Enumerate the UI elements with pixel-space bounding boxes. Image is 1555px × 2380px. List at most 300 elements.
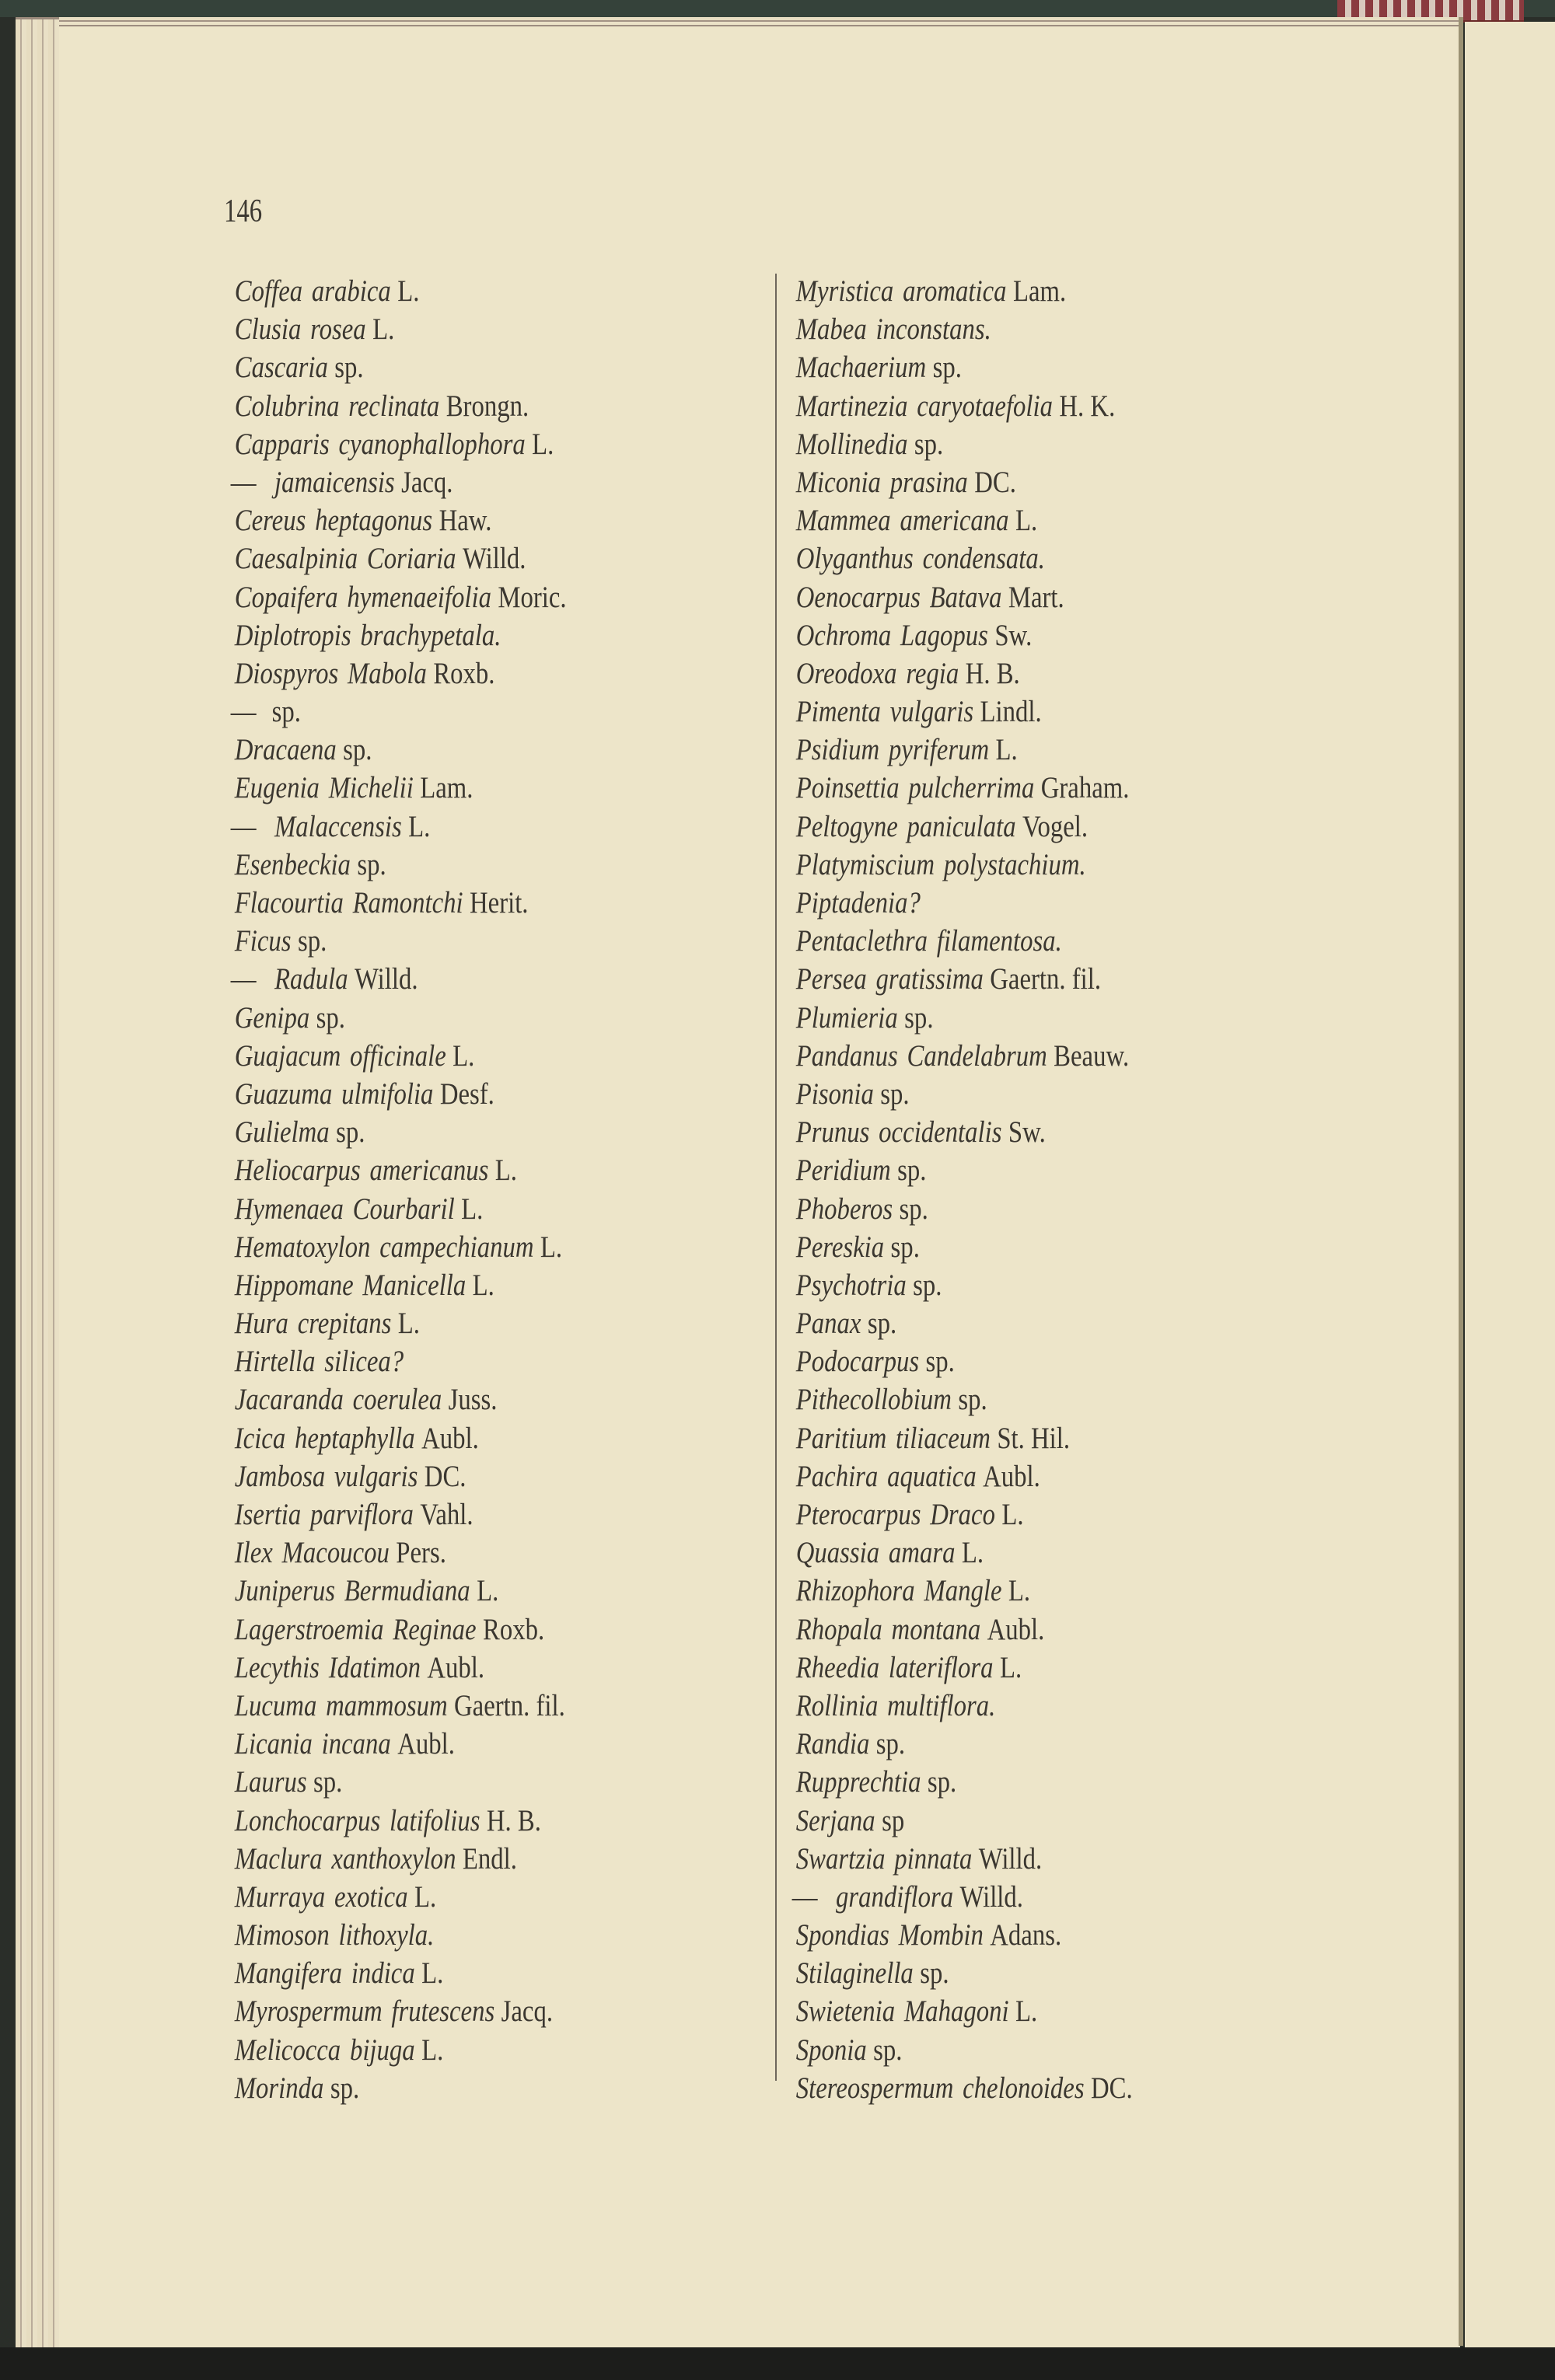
species-epithet: Courbaril	[352, 1192, 455, 1226]
species-entry	[787, 731, 1133, 769]
species-entry	[225, 1649, 567, 1687]
species-entry	[225, 501, 567, 539]
genus-name: Poinsettia	[795, 771, 900, 805]
species-entry	[787, 922, 1133, 960]
species-entry	[787, 1954, 1133, 1992]
genus-name: Rheedia	[795, 1650, 880, 1684]
species-epithet: inconstans.	[875, 312, 991, 347]
species-entry	[787, 846, 1133, 884]
genus-name: Myrospermum	[234, 1994, 383, 2029]
species-entry	[787, 463, 1133, 501]
genus-name: Serjana	[795, 1803, 875, 1837]
species-entry	[787, 1266, 1133, 1304]
author-citation: Desf.	[439, 1077, 494, 1111]
author-citation: sp.	[313, 1765, 343, 1799]
species-epithet: officinale	[350, 1038, 446, 1073]
genus-name: Rupprechtia	[795, 1765, 921, 1799]
genus-name: Murraya	[234, 1879, 326, 1914]
genus-name: Olyganthus	[795, 542, 914, 576]
species-epithet: xanthoxylon	[331, 1841, 456, 1876]
author-citation: L.	[995, 733, 1018, 767]
species-epithet: Lagopus	[900, 618, 988, 652]
species-entry	[225, 922, 567, 960]
species-epithet: indica	[351, 1956, 415, 1991]
author-citation: sp.	[958, 1383, 987, 1417]
book-bottom-background	[0, 2347, 1555, 2380]
author-citation: Lindl.	[980, 695, 1042, 729]
species-entry	[787, 960, 1133, 998]
species-entry	[787, 578, 1133, 616]
author-citation: Aubl.	[983, 1459, 1040, 1493]
species-epithet: pyriferum	[888, 733, 990, 767]
species-epithet: Candelabrum	[907, 1038, 1047, 1073]
species-epithet: heptaphylla	[295, 1421, 415, 1455]
species-epithet: heptagonus	[315, 504, 433, 538]
species-entry	[787, 1457, 1133, 1495]
author-citation: Willd.	[978, 1841, 1043, 1876]
species-epithet: incana	[321, 1727, 391, 1761]
species-epithet: Mangle	[924, 1574, 1002, 1608]
species-epithet: vulgaris	[889, 695, 974, 729]
species-epithet: Michelii	[328, 771, 414, 805]
author-citation: Vahl.	[420, 1498, 473, 1531]
species-epithet: regia	[906, 656, 959, 690]
species-epithet: pinnata	[894, 1841, 973, 1876]
author-citation: sp.	[920, 1956, 949, 1991]
species-entry	[225, 769, 567, 807]
species-entry	[787, 1878, 1133, 1916]
species-entry	[787, 1495, 1133, 1534]
genus-name: Colubrina	[234, 389, 340, 423]
page-number: 146	[224, 194, 263, 229]
author-citation: Mart.	[1008, 580, 1064, 614]
genus-name: Gulielma	[234, 1115, 330, 1150]
species-entry	[225, 425, 567, 463]
genus-name: Maclura	[234, 1841, 323, 1876]
species-entry	[225, 387, 567, 425]
species-epithet: Bermudiana	[344, 1574, 470, 1608]
species-entry	[225, 1037, 567, 1075]
species-epithet: lateriflora	[888, 1650, 994, 1684]
genus-name: Oenocarpus	[795, 580, 921, 614]
genus-name: Swietenia	[795, 1994, 896, 2029]
species-epithet: Idatimon	[328, 1650, 421, 1684]
species-epithet: Reginae	[393, 1612, 477, 1646]
species-epithet: aromatica	[903, 274, 1007, 308]
author-citation: L.	[999, 1650, 1022, 1684]
genus-name: Myristica	[795, 274, 894, 308]
species-entry	[225, 1419, 567, 1457]
author-citation: DC.	[1090, 2071, 1133, 2105]
genus-name: Lucuma	[234, 1688, 317, 1722]
author-citation: sp.	[899, 1192, 928, 1226]
author-citation: sp.	[334, 351, 364, 385]
dash-marker: —	[791, 1879, 818, 1914]
genus-name: Hura	[234, 1307, 288, 1341]
author-citation: L.	[461, 1192, 484, 1226]
author-citation: sp.	[875, 1727, 906, 1761]
species-epithet: vulgaris	[334, 1459, 418, 1493]
species-epithet: aquatica	[887, 1459, 977, 1493]
species-entry	[787, 2069, 1133, 2107]
species-entry	[225, 808, 567, 846]
dash-marker: —	[230, 695, 257, 729]
species-entry	[787, 1190, 1133, 1228]
species-entry	[225, 1151, 567, 1189]
column-divider	[775, 274, 777, 2081]
species-entry	[225, 1572, 567, 1610]
genus-name: Psidium	[795, 733, 880, 767]
author-citation: H. B.	[965, 656, 1020, 690]
genus-name: Oreodoxa	[795, 656, 897, 690]
genus-name: Diospyros	[234, 656, 339, 690]
genus-name: Hirtella	[234, 1345, 316, 1379]
author-citation: H. K.	[1059, 389, 1116, 423]
species-entry	[787, 2031, 1133, 2069]
genus-name: Miconia	[795, 465, 881, 499]
species-entry	[787, 310, 1133, 348]
genus-name: Machaerium	[795, 351, 927, 385]
author-citation: Aubl.	[987, 1612, 1045, 1646]
genus-name: Plumieria	[795, 1000, 898, 1035]
author-citation: Adans.	[990, 1918, 1062, 1953]
species-entry	[225, 1878, 567, 1916]
species-epithet: amara	[888, 1536, 956, 1570]
species-entry	[787, 1419, 1133, 1457]
species-entry	[787, 1840, 1133, 1878]
species-epithet: rosea	[310, 312, 366, 347]
author-citation: L.	[494, 1153, 517, 1188]
author-citation: sp.	[873, 2033, 903, 2067]
author-citation: Aubl.	[421, 1421, 479, 1455]
species-list-right	[787, 272, 1198, 2107]
species-entry	[225, 2031, 567, 2069]
genus-name: Cereus	[234, 504, 306, 538]
species-epithet: arabica	[311, 274, 391, 308]
species-epithet: Mahagoni	[903, 1994, 1009, 2029]
genus-name: Peltogyne	[795, 809, 898, 843]
genus-name: Pachira	[795, 1459, 879, 1493]
species-epithet: pulcherrima	[908, 771, 1035, 805]
author-citation: Graham.	[1040, 771, 1130, 805]
species-entry	[225, 846, 567, 884]
genus-name: Randia	[795, 1727, 870, 1761]
author-citation: sp.	[867, 1307, 897, 1341]
species-entry	[787, 654, 1133, 693]
genus-name: Morinda	[234, 2071, 324, 2105]
species-entry	[225, 616, 567, 654]
genus-name: Isertia	[234, 1498, 302, 1531]
author-citation: sp.	[890, 1230, 920, 1264]
author-citation: Sw.	[1008, 1115, 1046, 1150]
author-citation: Willd.	[959, 1879, 1023, 1914]
author-citation: Sw.	[994, 618, 1033, 652]
species-epithet: gratissima	[875, 962, 984, 996]
author-citation: L.	[961, 1536, 984, 1570]
author-citation: Moric.	[498, 580, 567, 614]
author-citation: sp.	[316, 1000, 345, 1035]
genus-name: Mollinedia	[795, 427, 908, 461]
species-epithet: Mombin	[898, 1918, 984, 1953]
genus-name: Pereskia	[795, 1230, 885, 1264]
species-epithet: polystachium.	[943, 847, 1086, 881]
genus-name: Jacaranda	[234, 1383, 344, 1417]
author-citation: sp.	[336, 1115, 365, 1150]
author-citation: H. B.	[486, 1803, 541, 1837]
species-entry	[225, 1687, 567, 1725]
author-citation: Endl.	[462, 1841, 517, 1876]
genus-name: Pisonia	[795, 1077, 874, 1111]
author-citation: sp.	[880, 1077, 910, 1111]
author-citation: Roxb.	[433, 656, 495, 690]
author-citation: St. Hil.	[997, 1421, 1071, 1455]
species-entry	[225, 1802, 567, 1840]
species-entry	[787, 1649, 1133, 1687]
author-citation: Jacq.	[501, 1994, 554, 2029]
genus-name: Diplotropis	[234, 618, 351, 652]
species-entry	[787, 1687, 1133, 1725]
species-epithet: Mabola	[348, 656, 427, 690]
genus-name: Phoberos	[795, 1192, 893, 1226]
author-citation: sp	[882, 1803, 905, 1837]
genus-name: Mammea	[795, 504, 891, 538]
author-citation: L.	[414, 1879, 437, 1914]
genus-name: Mimoson	[234, 1918, 330, 1953]
dash-marker: —	[230, 962, 257, 996]
species-epithet: brachypetala.	[360, 618, 501, 652]
species-entry	[787, 1611, 1133, 1649]
author-citation: sp.	[297, 924, 327, 958]
author-citation: Brongn.	[446, 389, 529, 423]
species-entry	[225, 1113, 567, 1151]
species-entry	[225, 960, 567, 998]
genus-name: Caesalpinia	[234, 542, 358, 576]
species-epithet: hymenaeifolia	[347, 580, 491, 614]
author-citation: Aubl.	[397, 1727, 455, 1761]
author-citation: L.	[1015, 504, 1038, 538]
species-epithet: exotica	[334, 1879, 408, 1914]
genus-name: Rollinia	[795, 1688, 879, 1722]
stacked-page-edges	[16, 17, 59, 2351]
species-entry	[787, 1534, 1133, 1572]
genus-name: Rhopala	[795, 1612, 882, 1646]
species-entry	[225, 654, 567, 693]
author-citation: Juss.	[448, 1383, 498, 1417]
species-epithet: mammosum	[326, 1688, 448, 1722]
species-entry	[787, 1228, 1133, 1266]
author-citation: L.	[453, 1038, 475, 1073]
book-gutter	[1459, 17, 1463, 2346]
author-citation: sp.	[897, 1153, 927, 1188]
genus-name: Juniperus	[234, 1574, 335, 1608]
genus-name: Eugenia	[234, 771, 320, 805]
author-citation: Lam.	[420, 771, 473, 805]
species-entry	[225, 1228, 567, 1266]
author-citation: sp.	[913, 1268, 942, 1302]
species-entry	[787, 501, 1133, 539]
genus-name: Guazuma	[234, 1077, 333, 1111]
author-citation: Willd.	[462, 542, 526, 576]
species-entry	[225, 539, 567, 578]
genus-name: Mangifera	[234, 1956, 343, 1991]
author-citation: DC.	[974, 465, 1016, 499]
genus-name: Melicocca	[234, 2033, 341, 2067]
species-epithet: Coriaria	[366, 542, 456, 576]
species-epithet: montana	[891, 1612, 981, 1646]
species-entry	[787, 616, 1133, 654]
species-entry	[787, 1075, 1133, 1113]
author-citation: L.	[1015, 1994, 1038, 2029]
author-citation: Willd.	[355, 962, 418, 996]
author-citation: L.	[532, 427, 554, 461]
species-entry	[787, 884, 1133, 922]
genus-name: Peridium	[795, 1153, 891, 1188]
species-entry	[787, 272, 1133, 310]
genus-name: Lonchocarpus	[234, 1803, 381, 1837]
species-epithet: chelonoides	[963, 2071, 1085, 2105]
author-citation: sp.	[914, 427, 944, 461]
species-epithet: americana	[900, 504, 1009, 538]
species-entry	[787, 1304, 1133, 1342]
species-entry	[787, 693, 1133, 731]
genus-name: Hippomane	[234, 1268, 354, 1302]
dash-marker: —	[230, 809, 257, 843]
genus-name: Clusia	[234, 312, 302, 347]
species-list-left	[225, 272, 631, 2107]
genus-name: Platymiscium	[795, 847, 935, 881]
genus-name: Quassia	[795, 1536, 880, 1570]
author-citation: L.	[472, 1268, 494, 1302]
author-citation: L.	[540, 1230, 563, 1264]
author-citation: L.	[421, 1956, 444, 1991]
genus-name: Pterocarpus	[795, 1498, 921, 1531]
genus-name: Coffea	[234, 274, 303, 308]
author-citation: L.	[408, 809, 431, 843]
species-epithet: Malaccensis	[274, 809, 402, 843]
author-citation: Haw.	[439, 504, 492, 538]
author-citation: Gaertn. fil.	[454, 1688, 565, 1722]
author-citation: L.	[372, 312, 395, 347]
author-citation: sp.	[343, 733, 372, 767]
species-entry	[225, 1075, 567, 1113]
genus-name: Stilaginella	[795, 1956, 914, 1991]
species-entry	[225, 999, 567, 1037]
species-entry	[787, 1916, 1133, 1954]
species-epithet: jamaicensis	[274, 465, 395, 499]
species-epithet: Batava	[929, 580, 1002, 614]
species-epithet: Macoucou	[281, 1536, 390, 1570]
author-citation: sp.	[904, 1000, 934, 1035]
species-epithet: reclinata	[348, 389, 440, 423]
author-citation: sp.	[357, 847, 386, 881]
author-citation: L.	[397, 274, 420, 308]
genus-name: Panax	[795, 1307, 861, 1341]
author-citation: L.	[1001, 1498, 1024, 1531]
species-epithet: Draco	[930, 1498, 995, 1531]
species-entry	[225, 1611, 567, 1649]
author-citation: Herit.	[469, 886, 529, 920]
species-entry	[787, 1151, 1133, 1189]
species-epithet: frutescens	[391, 1994, 495, 2029]
genus-name: Pimenta	[795, 695, 881, 729]
author-citation: sp.	[932, 351, 962, 385]
species-epithet: multiflora.	[887, 1688, 996, 1722]
species-epithet: condensata.	[922, 542, 1045, 576]
species-entry	[225, 1840, 567, 1878]
species-entry	[787, 808, 1133, 846]
species-epithet: tiliaceum	[896, 1421, 991, 1455]
species-entry	[787, 425, 1133, 463]
species-entry	[787, 1380, 1133, 1419]
author-citation: sp.	[271, 695, 301, 729]
author-citation: L.	[421, 2033, 444, 2067]
species-epithet: coerulea	[352, 1383, 442, 1417]
species-entry	[225, 1495, 567, 1534]
species-entry	[787, 1802, 1133, 1840]
species-entry	[787, 999, 1133, 1037]
genus-name: Licania	[234, 1727, 313, 1761]
species-entry	[787, 1725, 1133, 1763]
genus-name: Piptadenia?	[795, 886, 921, 920]
author-citation: Gaertn. fil.	[990, 962, 1102, 996]
genus-name: Prunus	[795, 1115, 870, 1150]
species-epithet: occidentalis	[879, 1115, 1002, 1150]
species-entry	[787, 1113, 1133, 1151]
species-entry	[225, 1992, 567, 2030]
author-citation: sp.	[330, 2071, 360, 2105]
genus-name: Psychotria	[795, 1268, 907, 1302]
genus-name: Martinezia	[795, 389, 908, 423]
genus-name: Pentaclethra	[795, 924, 928, 958]
species-entry	[225, 578, 567, 616]
species-entry	[225, 884, 567, 922]
genus-name: Swartzia	[795, 1841, 886, 1876]
genus-name: Cascaria	[234, 351, 328, 385]
author-citation: Beauw.	[1054, 1038, 1130, 1073]
genus-name: Lecythis	[234, 1650, 320, 1684]
species-epithet: crepitans	[297, 1307, 392, 1341]
author-citation: Jacq.	[401, 465, 453, 499]
species-entry	[225, 1342, 567, 1380]
species-entry	[225, 463, 567, 501]
species-epithet: americanus	[369, 1153, 489, 1188]
book-top-edge	[0, 0, 1555, 17]
species-entry	[787, 387, 1133, 425]
genus-name: Hymenaea	[234, 1192, 344, 1226]
author-citation: L.	[477, 1574, 499, 1608]
page-top-edge	[16, 17, 1460, 28]
species-epithet: Radula	[274, 962, 348, 996]
genus-name: Rhizophora	[795, 1574, 915, 1608]
species-entry	[787, 1342, 1133, 1380]
species-entry	[225, 1304, 567, 1342]
species-entry	[787, 539, 1133, 578]
species-entry	[225, 310, 567, 348]
species-entry	[225, 1725, 567, 1763]
genus-name: Esenbeckia	[234, 847, 351, 881]
species-epithet: cyanophallophora	[338, 427, 526, 461]
facing-page-edge	[1465, 22, 1555, 2350]
genus-name: Ochroma	[795, 618, 892, 652]
species-entry	[225, 1763, 567, 1801]
genus-name: Paritium	[795, 1421, 887, 1455]
genus-name: Ilex	[234, 1536, 273, 1570]
author-citation: sp.	[927, 1765, 957, 1799]
genus-name: Spondias	[795, 1918, 889, 1953]
genus-name: Capparis	[234, 427, 330, 461]
species-entry	[225, 1190, 567, 1228]
genus-name: Pandanus	[795, 1038, 898, 1073]
